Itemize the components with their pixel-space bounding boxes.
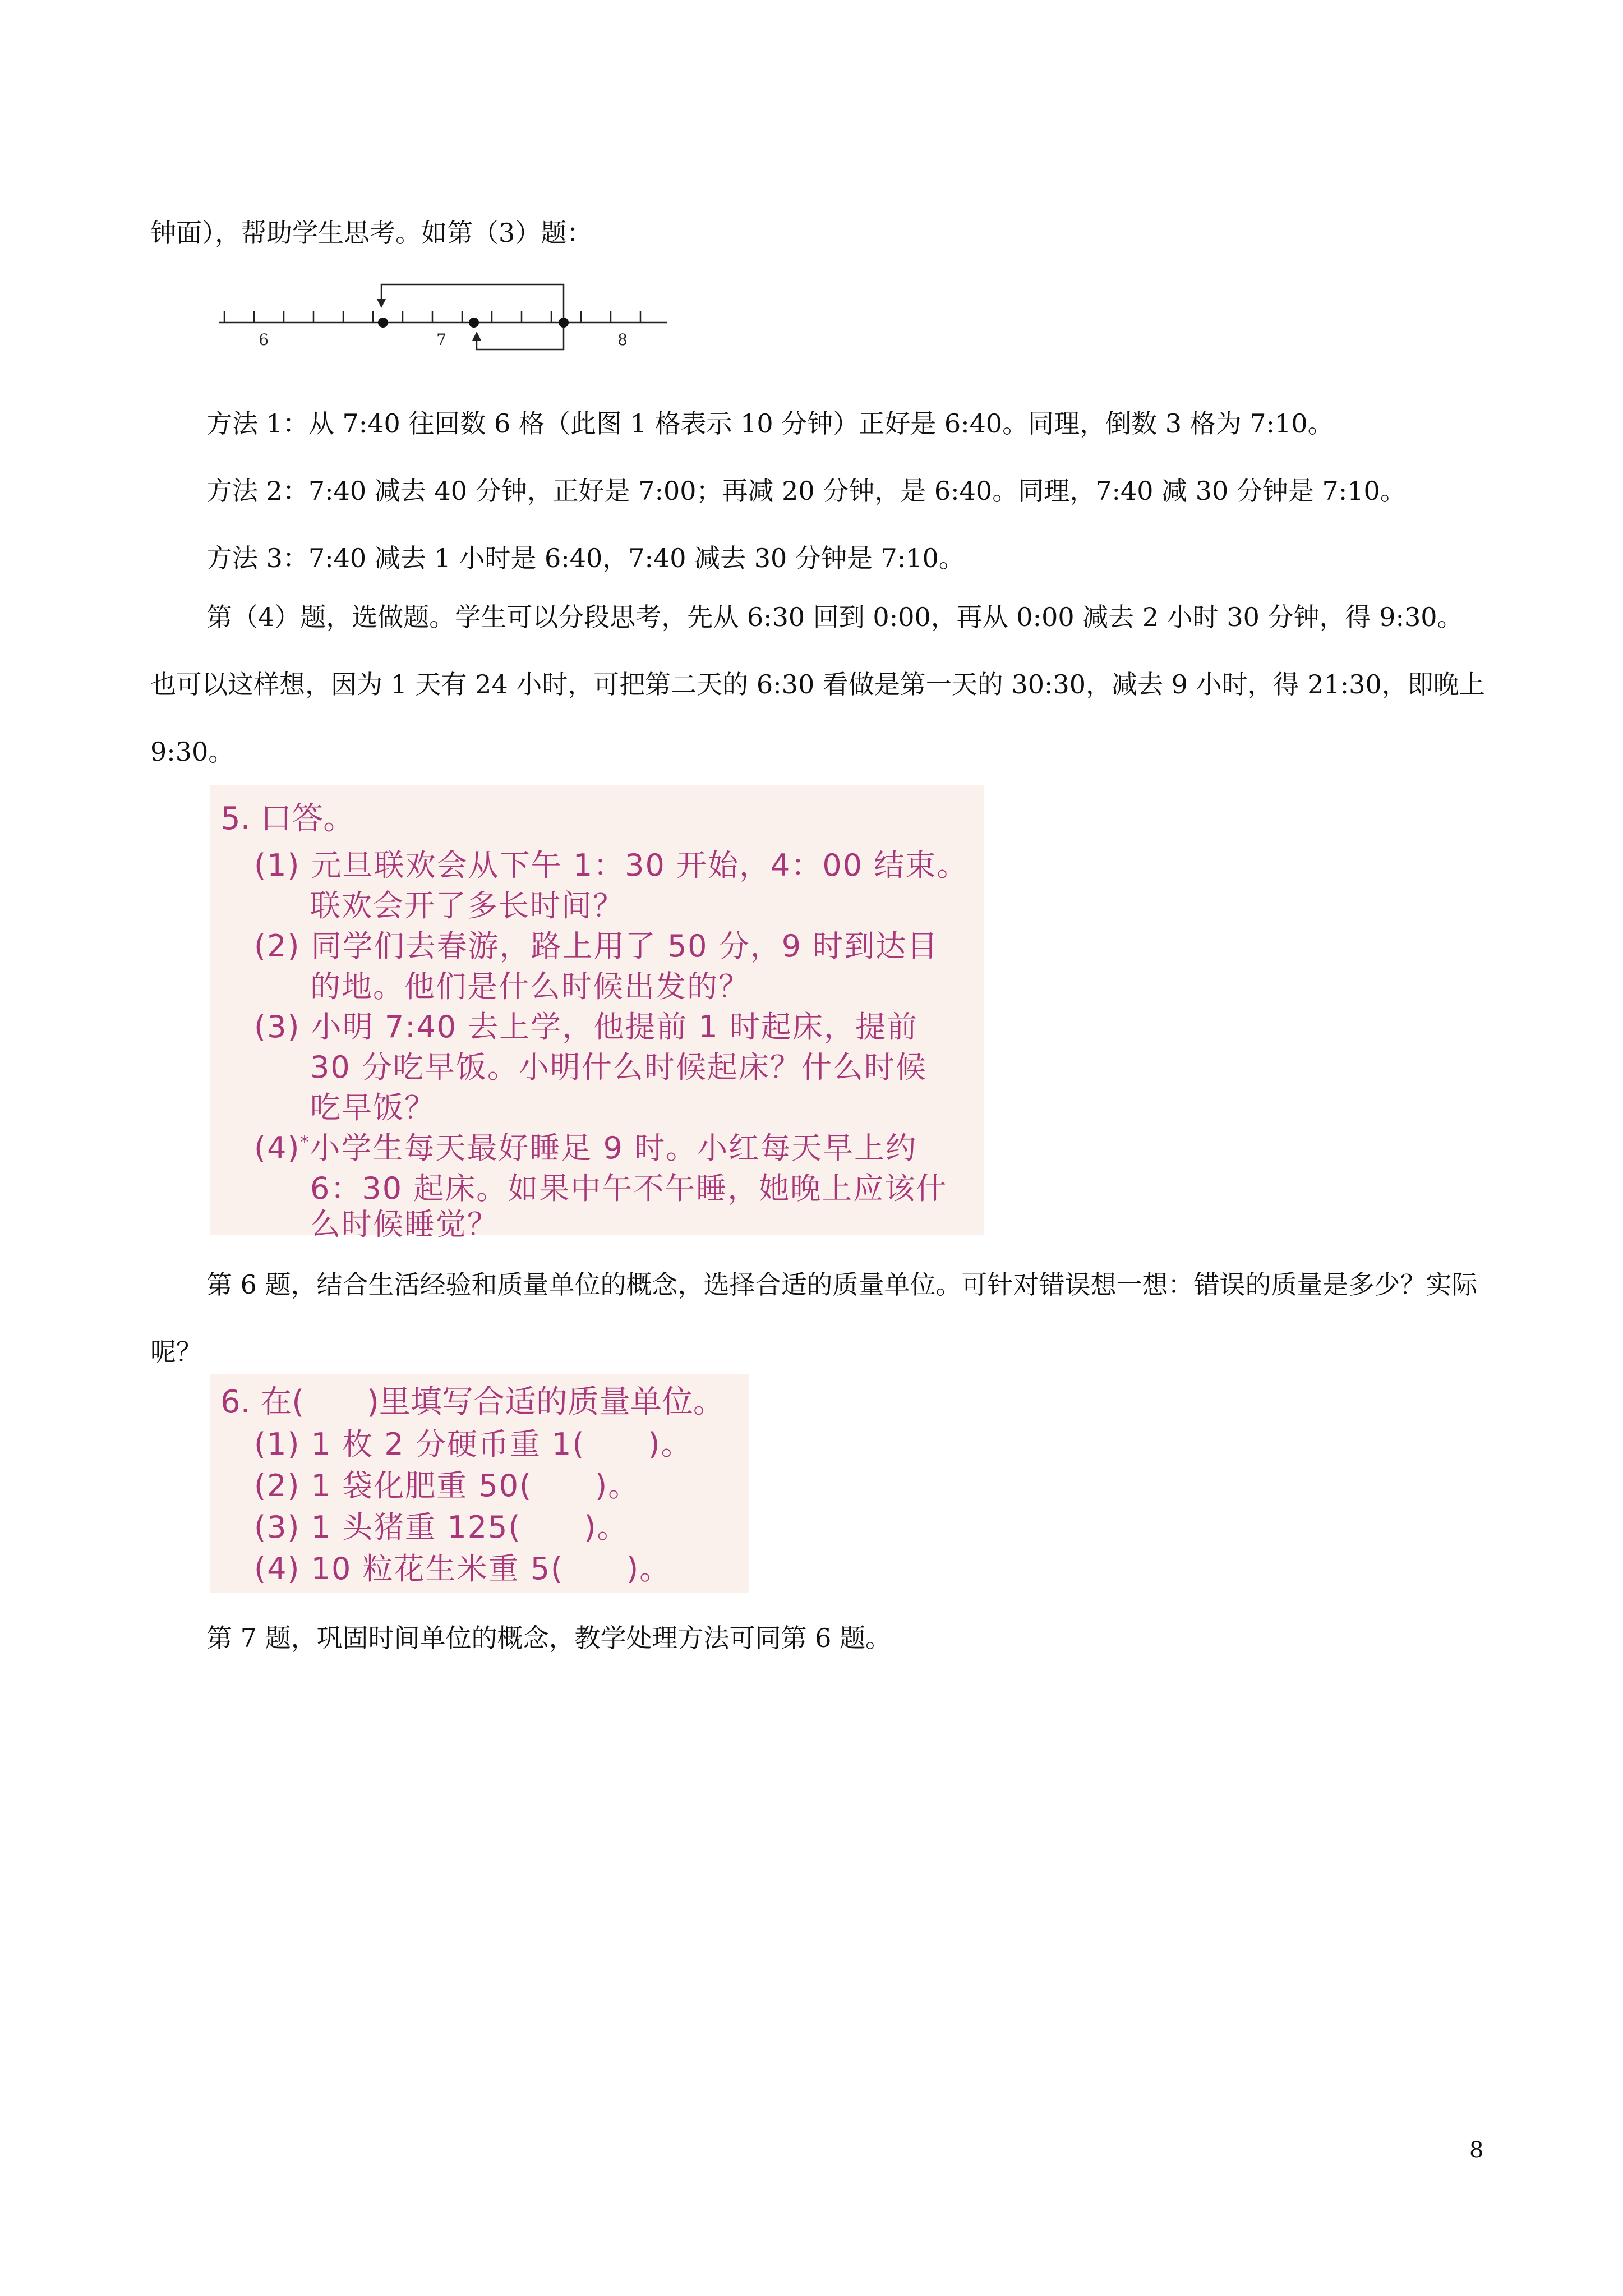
exercise-5-line-3: (2) 同学们去春游，路上用了 50 分，9 时到达目 [254, 928, 939, 964]
point-end [559, 318, 569, 328]
exercise-5-line-7: 吃早饭？ [310, 1090, 436, 1125]
exercise-6-image [210, 1374, 749, 1593]
exercise-6-line-3: (3) 1 头猪重 125( )。 [254, 1510, 629, 1545]
optional-star-icon: * [300, 1133, 310, 1152]
arrow-down-icon [377, 299, 386, 308]
exercise-5-title: 5. 口答。 [220, 800, 355, 837]
exercise-5-line-8 [254, 1124, 917, 1167]
intro-text: 钟面），帮助学生思考。如第（3）题： [150, 218, 593, 248]
exercise-5-line-1: (1) 元旦联欢会从下午 1：30 开始，4：00 结束。 [254, 848, 969, 883]
q7-paragraph: 第 7 题，巩固时间单位的概念，教学处理方法可同第 6 题。 [206, 1623, 892, 1653]
q4-paragraph: 第（4）题，选做题。学生可以分段思考，先从 6:30 回到 0:00，再从 0:00 减去 2 小时 30 分钟，得 9:30。也可以这样想，因为 1 天有 24 小时，可把第二天的 6:30 看做是第一天的 30:30，减去 9 小时，得 21:30，即晚上 9:30。 [150, 602, 1485, 767]
point-7-40 [469, 318, 479, 328]
number-line-label-8: 8 [617, 330, 628, 349]
number-line-diagram [213, 278, 673, 379]
page-number: 8 [1469, 2137, 1484, 2163]
exercise-5-item-4-number: (4) [254, 1130, 301, 1166]
exercise-6-line-2: (2) 1 袋化肥重 50( )。 [254, 1468, 640, 1503]
exercise-6-title: 6. 在( )里填写合适的质量单位。 [220, 1384, 725, 1420]
method-3: 方法 3：7:40 减去 1 小时是 6:40，7:40 减去 30 分钟是 7:10。 [206, 543, 965, 573]
exercise-5-line-2: 联欢会开了多长时间？ [310, 888, 624, 923]
point-7-10 [378, 318, 388, 328]
exercise-5-line-4: 的地。他们是什么时候出发的？ [310, 969, 750, 1004]
number-line-label-6: 6 [259, 330, 269, 349]
exercise-5-line-10: 么时候睡觉？ [310, 1207, 499, 1242]
exercise-5-image [210, 785, 984, 1242]
q6-paragraph: 第 6 题，结合生活经验和质量单位的概念，选择合适的质量单位。可针对错误想一想：错误的质量是多少？实际呢？ [150, 1269, 1478, 1367]
exercise-5-item-4-text: 小学生每天最好睡足 9 时。小红每天早上约 [310, 1130, 917, 1166]
exercise-5-line-6: 30 分吃早饭。小明什么时候起床？什么时候 [310, 1050, 927, 1085]
method-2: 方法 2：7:40 减去 40 分钟，正好是 7:00；再减 20 分钟，是 6:40。同理，7:40 减 30 分钟是 7:10。 [206, 476, 1406, 506]
exercise-5-line-9: 6：30 起床。如果中午不午睡，她晚上应该什 [310, 1171, 948, 1206]
number-line-label-7: 7 [436, 330, 446, 349]
method-1: 方法 1：从 7:40 往回数 6 格（此图 1 格表示 10 分钟）正好是 6:40。同理，倒数 3 格为 7:10。 [206, 408, 1334, 439]
exercise-6-line-1: (1) 1 枚 2 分硬币重 1( )。 [254, 1427, 693, 1462]
arrow-up-icon [472, 332, 481, 341]
exercise-5-line-5: (3) 小明 7:40 去上学，他提前 1 时起床，提前 [254, 1009, 918, 1045]
exercise-6-line-4: (4) 10 粒花生米重 5( )。 [254, 1551, 671, 1586]
